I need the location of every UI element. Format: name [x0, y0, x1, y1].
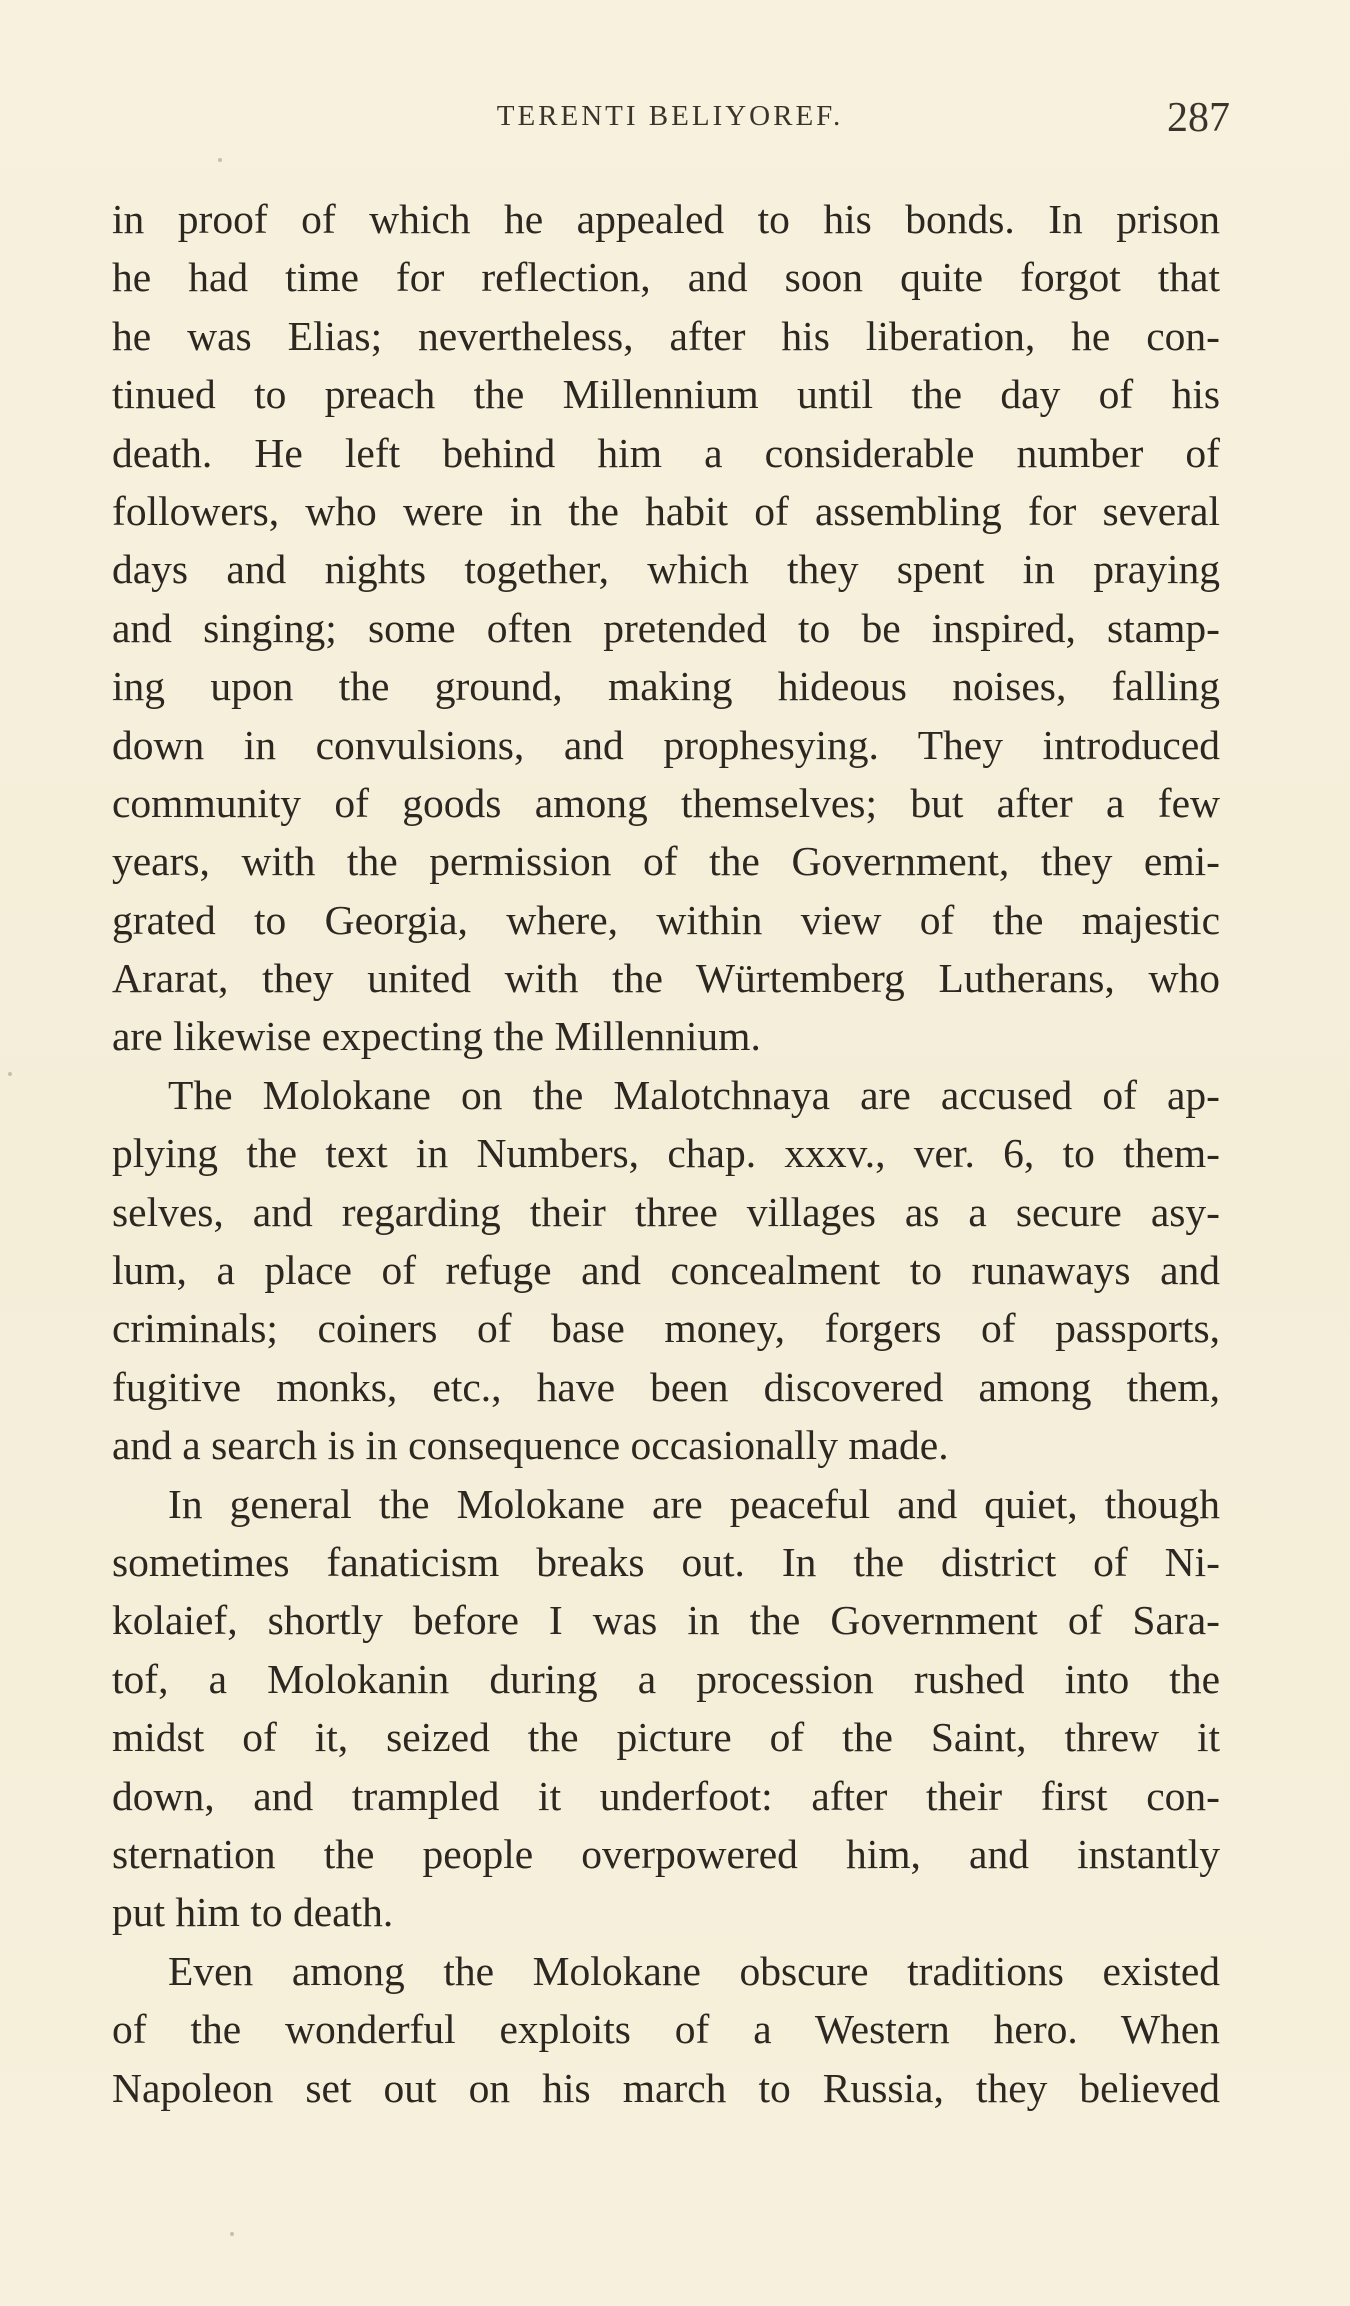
text-line: down, and trampled it underfoot: after their first con-	[112, 1772, 1220, 1819]
text-line: fugitive monks, etc., have been discovered among them,	[112, 1363, 1220, 1410]
page-number: 287	[1167, 95, 1230, 141]
text-line: death. He left behind him a considerable number of	[112, 429, 1220, 476]
paragraph	[112, 1066, 1220, 1475]
text-line: grated to Georgia, where, within view of the majestic	[112, 896, 1220, 943]
text-line: down in convulsions, and prophesying. They introduced	[112, 721, 1220, 768]
text-line: he had time for reflection, and soon quite forgot that	[112, 254, 1220, 301]
text-line: put him to death.	[112, 1889, 394, 1936]
text-line: Ararat, they united with the Würtemberg Lutherans, who	[112, 955, 1220, 1002]
text-line: criminals; coiners of base money, forgers of passports,	[112, 1305, 1220, 1352]
paragraph	[112, 1942, 1220, 2117]
paper-speck	[230, 2232, 234, 2236]
running-title: TERENTI BELIYOREF.	[496, 100, 844, 132]
paragraph	[112, 1475, 1220, 1942]
text-line: years, with the permission of the Government, they emi-	[112, 838, 1220, 885]
body-text	[112, 190, 1220, 2117]
text-line: midst of it, seized the picture of the Saint, threw it	[112, 1714, 1220, 1761]
text-line: and singing; some often pretended to be inspired, stamp-	[112, 604, 1220, 651]
text-line: are likewise expecting the Millennium.	[112, 1013, 761, 1060]
paper-speck	[8, 1072, 12, 1076]
text-line: sometimes fanaticism breaks out. In the district of Ni-	[112, 1538, 1220, 1585]
text-line: tof, a Molokanin during a procession rushed into the	[112, 1655, 1220, 1702]
text-line: selves, and regarding their three villages as a secure asy-	[112, 1188, 1220, 1235]
text-line: tinued to preach the Millennium until the day of his	[112, 371, 1220, 418]
text-line: followers, who were in the habit of assembling for several	[112, 487, 1220, 534]
paragraph	[112, 190, 1220, 1066]
text-line: he was Elias; nevertheless, after his liberation, he con-	[112, 312, 1220, 359]
text-line: ing upon the ground, making hideous noises, falling	[112, 663, 1220, 710]
text-line: and a search is in consequence occasionally made.	[112, 1422, 949, 1469]
text-line: Napoleon set out on his march to Russia, they believed	[112, 2064, 1220, 2111]
text-line: kolaief, shortly before I was in the Government of Sara-	[112, 1597, 1220, 1644]
text-line: community of goods among themselves; but after a few	[112, 779, 1220, 826]
text-line: Even among the Molokane obscure traditions existed	[168, 1947, 1220, 1994]
running-head	[110, 96, 1230, 146]
text-line: lum, a place of refuge and concealment to runaways and	[112, 1247, 1220, 1294]
text-line: sternation the people overpowered him, and instantly	[112, 1830, 1220, 1877]
text-line: plying the text in Numbers, chap. xxxv., ver. 6, to them-	[112, 1130, 1220, 1177]
paper-speck	[218, 158, 222, 162]
text-line: days and nights together, which they spent in praying	[112, 546, 1220, 593]
text-line: in proof of which he appealed to his bonds. In prison	[112, 196, 1220, 242]
text-line: The Molokane on the Malotchnaya are accused of ap-	[168, 1071, 1220, 1118]
text-line: of the wonderful exploits of a Western hero. When	[112, 2006, 1220, 2053]
text-line: In general the Molokane are peaceful and quiet, though	[168, 1480, 1220, 1527]
